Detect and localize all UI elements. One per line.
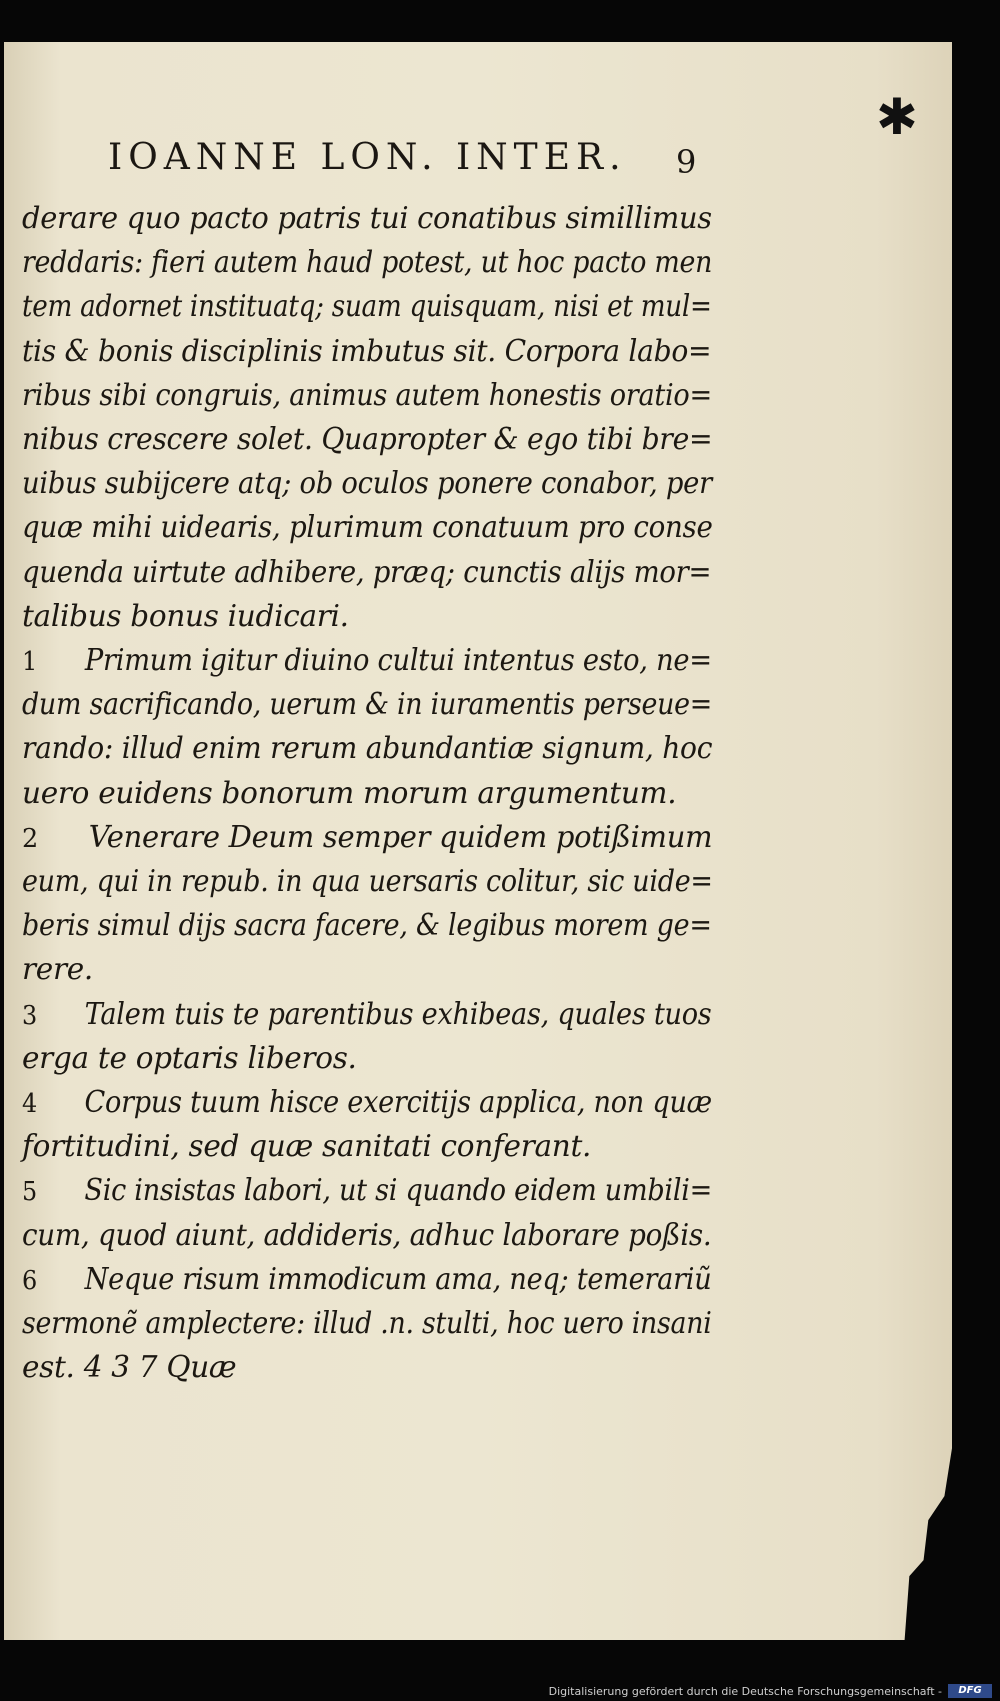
line-text: erga te optaris liberos.: [22, 1040, 357, 1075]
line-text: talibus bonus iudicari.: [22, 598, 349, 633]
text-line: [22, 638, 712, 682]
text-line: [22, 240, 712, 284]
text-line: [22, 859, 713, 903]
running-head: [0, 137, 1000, 190]
line-text: dum sacrificando, uerum & in iuramentis perseue=: [22, 687, 713, 722]
section-number: 2: [22, 823, 38, 854]
line-text: quæ mihi uidearis, plurimum conatuum pro conse: [22, 510, 713, 545]
running-head-title: IOANNE LON. INTER.: [108, 137, 627, 178]
line-text: uibus subijcere atq; ob oculos ponere conabor, per: [22, 466, 712, 501]
line-text: ribus sibi congruis, animus autem honestis oratio=: [22, 377, 712, 412]
text-line: [22, 550, 711, 594]
line-text: tem adornet instituatq; suam quisquam, nisi et mul=: [22, 289, 712, 324]
line-text: cum, quod aiunt, addideris, adhuc laborare poßis.: [22, 1217, 712, 1252]
line-text: sermonẽ amplectere: illud .n. stulti, hoc uero insani: [22, 1306, 712, 1340]
printer-ornament: ✱: [876, 88, 918, 146]
line-text: Talem tuis te parentibus exhibeas, quales tuos: [84, 996, 712, 1031]
line-text: fortitudini, sed quæ sanitati conferant.: [22, 1129, 592, 1164]
text-line: [22, 329, 711, 373]
line-text: reddaris: fieri autem haud potest, ut hoc pacto men: [22, 245, 713, 280]
line-text: Primum igitur diuino cultui intentus esto, ne=: [84, 643, 712, 677]
text-line: [22, 682, 712, 726]
line-text: uero euidens bonorum morum argumentum.: [22, 775, 677, 810]
funding-credit: Digitalisierung gefördert durch die Deutsche Forschungsgemeinschaft -: [548, 1685, 942, 1698]
line-text: Venerare Deum semper quidem potißimum: [88, 819, 713, 854]
dfg-logo: DFG: [948, 1684, 992, 1698]
text-line: [22, 594, 349, 638]
text-line: [22, 771, 676, 815]
text-line: [22, 1257, 711, 1301]
text-line: [22, 947, 93, 991]
line-text: derare quo pacto patris tui conatibus simillimus: [22, 201, 712, 235]
line-text: tis & bonis disciplinis imbutus sit. Corpora labo=: [22, 333, 712, 368]
line-text: rere.: [22, 952, 93, 987]
page-number: 9: [676, 143, 697, 181]
line-text: nibus crescere solet. Quapropter & ego tibi bre=: [22, 422, 713, 456]
line-text: rando: illud enim rerum abundantiæ signum, hoc: [22, 731, 713, 766]
line-text: est. 4 3 7 Quæ: [22, 1350, 237, 1385]
text-line: [22, 726, 712, 770]
section-number: 6: [22, 1265, 37, 1296]
section-number: 4: [22, 1089, 37, 1119]
text-line: [22, 1345, 236, 1389]
text-line: [22, 196, 712, 240]
text-line: [22, 903, 712, 947]
line-text: Corpus tuum hisce exercitijs applica, non quæ: [84, 1085, 712, 1119]
text-line: [22, 1213, 711, 1257]
line-text: eum, qui in repub. in qua uersaris colitur, sic uide=: [22, 864, 713, 898]
line-text: Sic insistas labori, ut si quando eidem umbili=: [84, 1173, 713, 1208]
section-number: 5: [22, 1177, 37, 1208]
text-line: [22, 815, 712, 859]
text-line: [22, 1301, 712, 1345]
text-line: [22, 284, 712, 328]
text-line: [22, 505, 713, 549]
text-line: [22, 992, 711, 1036]
text-line: [22, 1124, 591, 1168]
section-number: 3: [22, 1000, 37, 1031]
text-line: [22, 417, 712, 461]
text-line: [22, 461, 712, 505]
text-line: [22, 1168, 712, 1212]
line-text: Neque risum immodicum ama, neq; temerariũ: [84, 1261, 712, 1296]
section-number: 1: [22, 647, 38, 677]
text-line: [22, 373, 712, 417]
text-line: [22, 1036, 357, 1080]
text-line: [22, 1080, 712, 1124]
line-text: quenda uirtute adhibere, præq; cunctis alijs mor=: [22, 554, 712, 589]
line-text: beris simul dijs sacra facere, & legibus morem ge=: [22, 908, 712, 943]
digitization-footer: [0, 1682, 1000, 1701]
